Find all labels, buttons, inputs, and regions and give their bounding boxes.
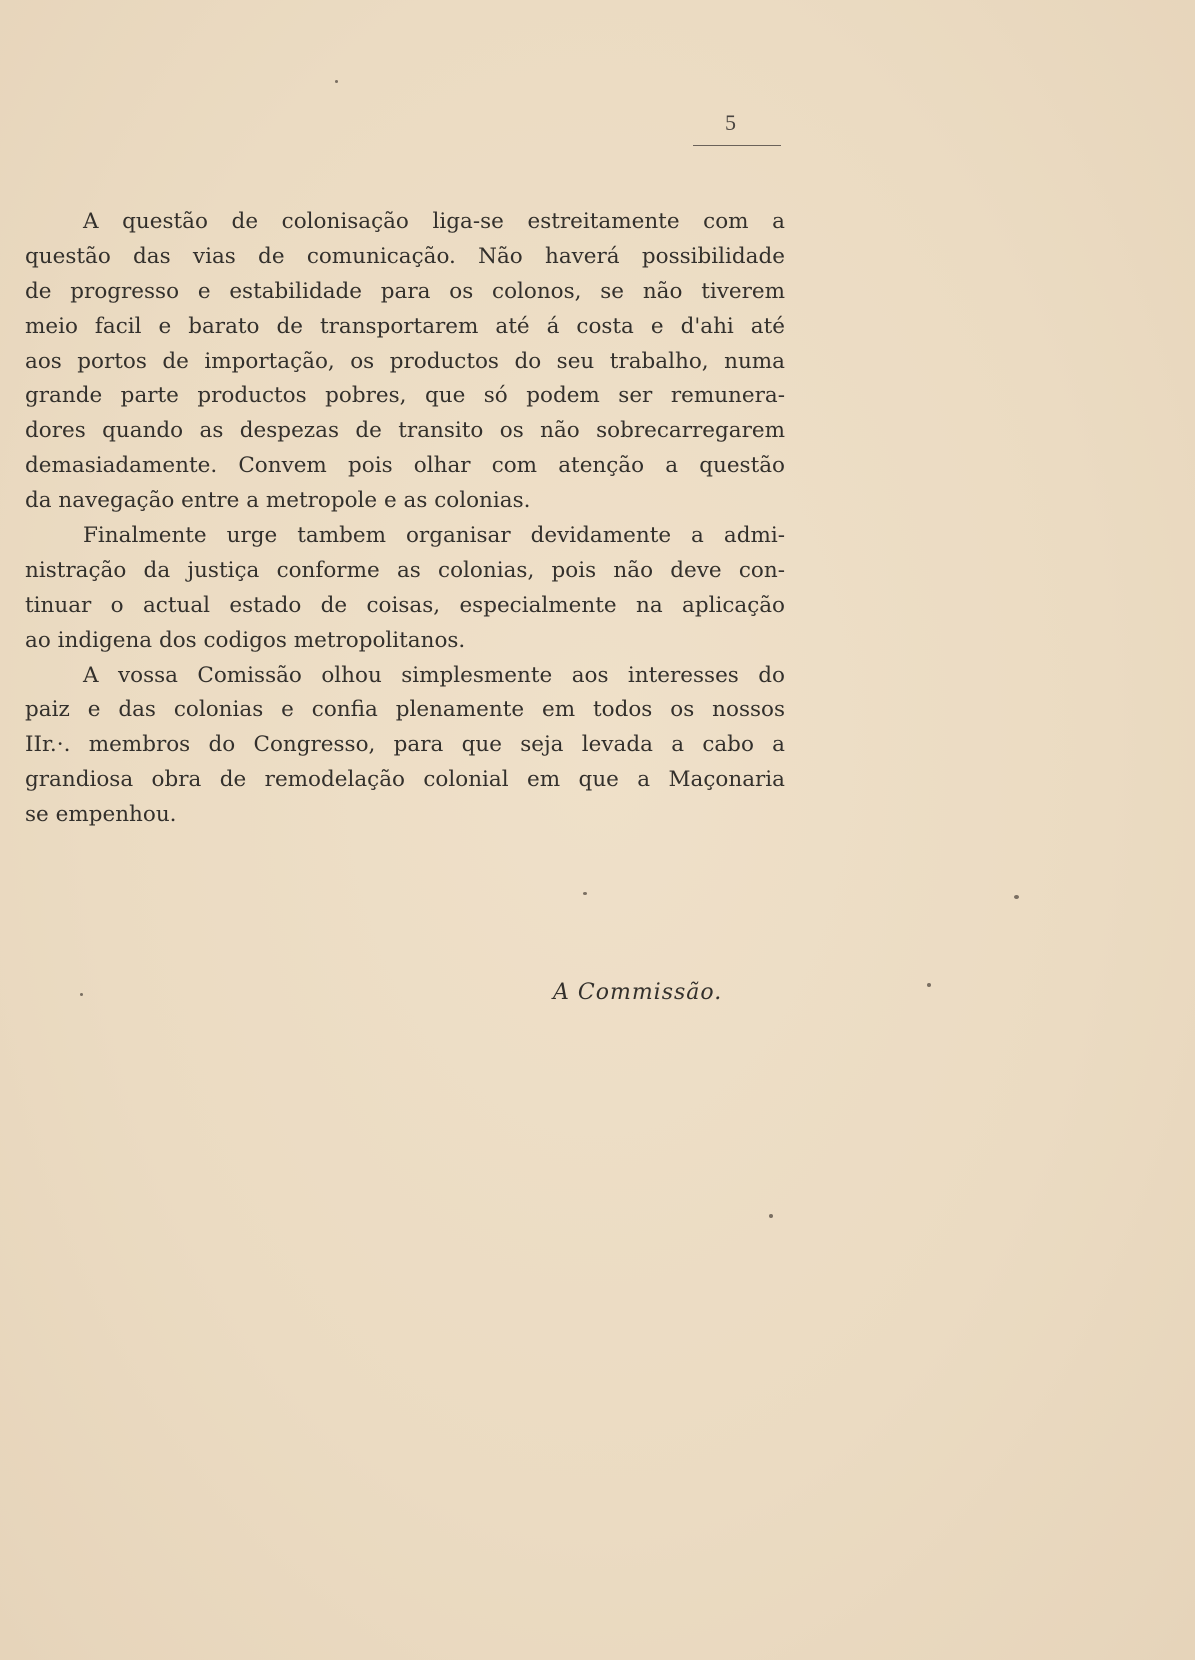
paragraph-1-line-1: A questão de colonisação liga-se estreitamente com a xyxy=(83,209,785,234)
paragraph-1-line-2: questão das vias de comunicação. Não haverá possibilidade xyxy=(25,243,785,269)
paragraph-1-line-8: demasiadamente. Convem pois olhar com atenção a questão xyxy=(25,453,785,479)
signature: A Commissão. xyxy=(553,980,723,1005)
page-number-rule xyxy=(693,145,781,146)
paragraph-2-line-3: tinuar o actual estado de coisas, especialmente na aplicação xyxy=(25,592,785,618)
paragraph-3-line-4: grandiosa obra de remodelação colonial em que a Maçonaria xyxy=(25,767,785,793)
paper-speck xyxy=(583,892,587,895)
paper-speck xyxy=(927,983,931,987)
paragraph-1-line-5: aos portos de importação, os productos do seu trabalho, numa xyxy=(25,348,785,374)
paragraph-3-line-1: A vossa Comissão olhou simplesmente aos interesses do xyxy=(83,662,785,688)
paragraph-2-line-4: ao indigena dos codigos metropolitanos. xyxy=(25,627,466,653)
paper-speck xyxy=(1014,895,1019,899)
page-number: 5 xyxy=(725,110,736,135)
paper-speck xyxy=(769,1214,773,1218)
paragraph-1-line-3: de progresso e estabilidade para os colonos, se não tiverem xyxy=(25,278,785,304)
paper-speck xyxy=(80,993,83,996)
paragraph-3-line-5: se empenhou. xyxy=(25,802,177,828)
paragraph-3-line-3: IIr.·. membros do Congresso, para que seja levada a cabo a xyxy=(25,732,785,758)
paragraph-1-line-7: dores quando as despezas de transito os não sobrecarregarem xyxy=(25,418,785,444)
paper-speck xyxy=(335,80,338,83)
paragraph-1-line-9: da navegação entre a metropole e as colonias. xyxy=(25,488,531,514)
paragraph-1-line-4: meio facil e barato de transportarem até á costa e d'ahi até xyxy=(25,313,785,339)
paragraph-1-line-6: grande parte productos pobres, que só podem ser remunera- xyxy=(25,383,785,409)
paragraph-2-line-1: Finalmente urge tambem organisar devidamente a admi- xyxy=(83,523,785,549)
body-text xyxy=(25,205,785,833)
paragraph-3-line-2: paiz e das colonias e confia plenamente em todos os nossos xyxy=(25,697,785,723)
paragraph-2-line-2: nistração da justiça conforme as colonias, pois não deve con- xyxy=(25,557,785,583)
